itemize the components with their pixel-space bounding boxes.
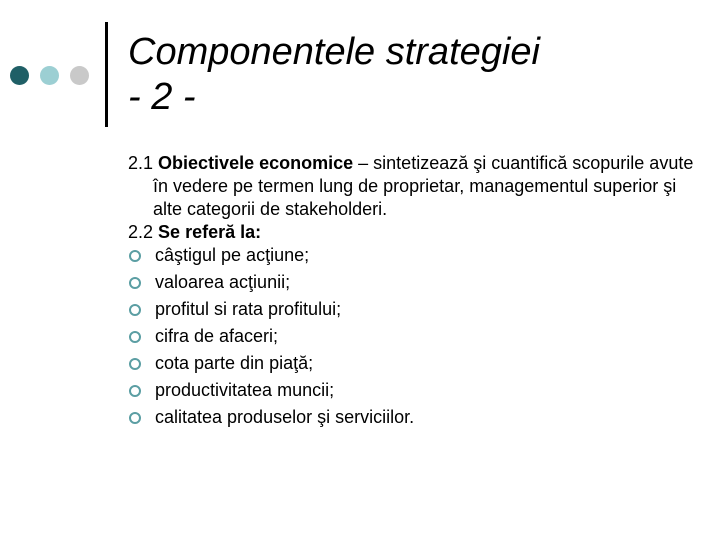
list-item-text: cifra de afaceri;: [155, 326, 279, 346]
ring-bullet-icon: [129, 277, 141, 289]
list-item: [128, 244, 698, 271]
ring-bullet-icon: [129, 250, 141, 262]
section-1-text: – sintetizează şi cuantifică scopurile avute în vedere pe termen lung de proprietar, managementul superior şi alte categorii de stakeholderi.: [153, 153, 694, 219]
slide-title-line-2: - 2 -: [128, 76, 196, 118]
list-item-text: calitatea produselor şi serviciilor.: [155, 407, 415, 427]
section-2-number: 2.2: [128, 222, 154, 242]
ring-bullet-icon: [129, 304, 141, 316]
slide-body: [128, 152, 698, 433]
light-teal-dot-icon: [40, 66, 59, 85]
grey-dot-icon: [70, 66, 89, 85]
ring-bullet-icon: [129, 385, 141, 397]
decorative-dots: [10, 66, 100, 86]
ring-bullet-icon: [129, 331, 141, 343]
list-item: [128, 325, 698, 352]
bullet-list: [128, 244, 698, 433]
dark-teal-dot-icon: [10, 66, 29, 85]
section-2-paragraph: [128, 221, 698, 244]
ring-bullet-icon: [129, 412, 141, 424]
title-divider: [105, 22, 108, 127]
list-item: [128, 298, 698, 325]
slide-title-line-1: Componentele strategiei: [128, 31, 540, 73]
section-1-paragraph: [128, 152, 698, 221]
list-item-text: productivitatea muncii;: [155, 380, 335, 400]
list-item: [128, 379, 698, 406]
list-item-text: cota parte din piaţă;: [155, 353, 314, 373]
section-1-number: 2.1: [128, 153, 154, 173]
section-1-heading: Obiectivele economice: [158, 153, 354, 173]
list-item-text: profitul si rata profitului;: [155, 299, 342, 319]
list-item: [128, 406, 698, 433]
list-item-text: câştigul pe acţiune;: [155, 245, 310, 265]
slide-title: [128, 30, 540, 120]
list-item: [128, 352, 698, 379]
ring-bullet-icon: [129, 358, 141, 370]
list-item-text: valoarea acţiunii;: [155, 272, 291, 292]
list-item: [128, 271, 698, 298]
section-2-heading: Se referă la:: [158, 222, 262, 242]
